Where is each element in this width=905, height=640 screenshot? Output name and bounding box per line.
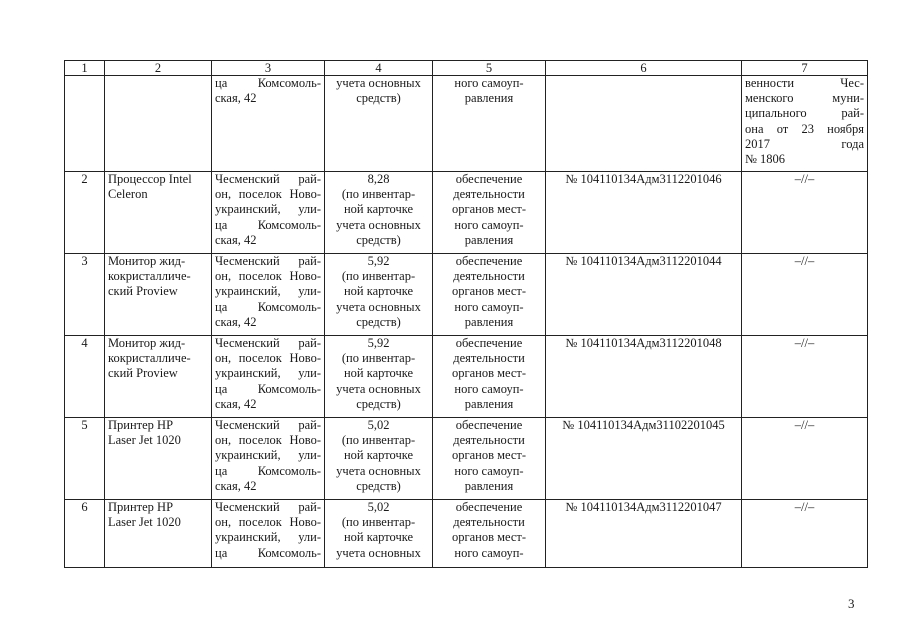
cell-name	[105, 172, 212, 254]
text-line: (по инвентар-	[341, 269, 416, 284]
text-line: 5,92	[367, 254, 390, 268]
text-line: учета основных	[336, 76, 421, 90]
text-line: кокристалличе-	[108, 351, 191, 366]
text-line: ский Proview	[108, 284, 178, 299]
text-line: Laser Jet 1020	[108, 433, 181, 448]
text-line: Чесменский рай-	[215, 254, 321, 268]
cell-address	[212, 254, 325, 336]
cell-address	[212, 76, 325, 172]
table-row	[65, 336, 868, 418]
text-line: украинский, ули-	[215, 448, 321, 463]
cell-basis: –//–	[742, 500, 868, 568]
text-line: Чесменский рай-	[215, 500, 321, 514]
cell-number: 2	[65, 172, 105, 254]
cell-inventory	[546, 76, 742, 172]
cell-value	[325, 172, 433, 254]
cell-number: 4	[65, 336, 105, 418]
text-line: ного самоуп-	[454, 381, 524, 396]
text-line: ца Комсомоль-	[215, 381, 321, 396]
text-line: кокристалличе-	[108, 269, 191, 284]
cell-number: 5	[65, 418, 105, 500]
text-line: Чесменский рай-	[215, 418, 321, 432]
text-line: равления	[464, 478, 514, 493]
text-line: ной карточке	[343, 448, 414, 463]
text-line: обеспечение	[455, 254, 523, 268]
text-line: ной карточке	[343, 530, 414, 545]
text-line: средств)	[356, 478, 401, 493]
text-line: ца Комсомоль-	[215, 299, 321, 314]
page-number: 3	[848, 596, 855, 611]
cell-basis	[742, 76, 868, 172]
property-table	[64, 60, 868, 568]
cell-number	[65, 76, 105, 172]
text-line: органов мест-	[451, 202, 527, 217]
text-line: средств)	[356, 314, 401, 329]
text-line: равления	[464, 314, 514, 329]
text-line: Монитор жид-	[108, 254, 186, 268]
text-line: учета основных	[336, 545, 421, 560]
text-line: он, поселок Ново-	[215, 187, 321, 202]
text-line: Чесменский рай-	[215, 336, 321, 350]
text-line: ская, 42	[215, 91, 257, 106]
text-line: Чесменский рай-	[215, 172, 321, 186]
continuation-row	[65, 76, 868, 172]
cell-value	[325, 76, 433, 172]
text-line: украинский, ули-	[215, 366, 321, 381]
text-line: ца Комсомоль-	[215, 217, 321, 232]
text-line: он, поселок Ново-	[215, 433, 321, 448]
cell-name	[105, 76, 212, 172]
text-line: деятельности	[453, 187, 525, 202]
cell-name	[105, 418, 212, 500]
text-line: ца Комсомоль-	[215, 545, 321, 560]
cell-value	[325, 500, 433, 568]
text-line: Процессор Intel	[108, 172, 192, 186]
cell-inventory: № 104110134Адм3112201048	[546, 336, 742, 418]
text-line: венности Чес-	[745, 76, 864, 90]
column-number: 7	[742, 61, 868, 76]
text-line: ципального рай-	[745, 106, 864, 121]
text-line: Laser Jet 1020	[108, 515, 181, 530]
text-line: Принтер HP	[108, 500, 174, 514]
cell-purpose	[433, 500, 546, 568]
cell-inventory: № 104110134Адм3112201047	[546, 500, 742, 568]
text-line: обеспечение	[455, 500, 523, 514]
text-line: (по инвентар-	[341, 433, 416, 448]
text-line: органов мест-	[451, 366, 527, 381]
text-line: (по инвентар-	[341, 187, 416, 202]
text-line: (по инвентар-	[341, 351, 416, 366]
cell-value	[325, 418, 433, 500]
cell-address	[212, 336, 325, 418]
cell-value	[325, 254, 433, 336]
text-line: обеспечение	[455, 418, 523, 432]
text-line: равления	[464, 396, 514, 411]
text-line: 5,92	[367, 336, 390, 350]
table-row	[65, 254, 868, 336]
text-line: 5,02	[367, 500, 390, 514]
cell-purpose	[433, 172, 546, 254]
text-line: равления	[464, 91, 514, 106]
text-line: средств)	[356, 91, 401, 106]
text-line: учета основных	[336, 299, 421, 314]
text-line: ного самоуп-	[454, 217, 524, 232]
cell-purpose	[433, 336, 546, 418]
text-line: 5,02	[367, 418, 390, 432]
text-line: ская, 42	[215, 314, 257, 329]
cell-name	[105, 500, 212, 568]
text-line: деятельности	[453, 515, 525, 530]
cell-inventory: № 104110134Адм31102201045	[546, 418, 742, 500]
text-line: ская, 42	[215, 478, 257, 493]
text-line: деятельности	[453, 433, 525, 448]
cell-basis: –//–	[742, 254, 868, 336]
table-row	[65, 418, 868, 500]
cell-address	[212, 418, 325, 500]
cell-basis: –//–	[742, 172, 868, 254]
text-line: равления	[464, 232, 514, 247]
text-line: деятельности	[453, 269, 525, 284]
text-line: средств)	[356, 232, 401, 247]
text-line: украинский, ули-	[215, 530, 321, 545]
text-line: ного самоуп-	[454, 545, 524, 560]
text-line: украинский, ули-	[215, 284, 321, 299]
cell-inventory: № 104110134Адм3112201046	[546, 172, 742, 254]
cell-name	[105, 336, 212, 418]
cell-purpose	[433, 418, 546, 500]
text-line: 2017 года	[745, 136, 864, 151]
column-number: 4	[325, 61, 433, 76]
text-line: ская, 42	[215, 396, 257, 411]
cell-basis: –//–	[742, 336, 868, 418]
cell-purpose	[433, 76, 546, 172]
text-line: обеспечение	[455, 336, 523, 350]
text-line: ного самоуп-	[454, 76, 524, 90]
text-line: он, поселок Ново-	[215, 351, 321, 366]
text-line: Монитор жид-	[108, 336, 186, 350]
text-line: украинский, ули-	[215, 202, 321, 217]
text-line: обеспечение	[455, 172, 523, 186]
text-line: учета основных	[336, 463, 421, 478]
text-line: ская, 42	[215, 232, 257, 247]
cell-number: 6	[65, 500, 105, 568]
column-number: 5	[433, 61, 546, 76]
text-line: ного самоуп-	[454, 299, 524, 314]
text-line: органов мест-	[451, 284, 527, 299]
text-line: ной карточке	[343, 284, 414, 299]
cell-address	[212, 500, 325, 568]
text-line: учета основных	[336, 217, 421, 232]
cell-address	[212, 172, 325, 254]
text-line: Celeron	[108, 187, 148, 202]
text-line: ной карточке	[343, 366, 414, 381]
text-line: ца Комсомоль-	[215, 76, 321, 90]
text-line: № 1806	[745, 152, 786, 167]
text-line: средств)	[356, 396, 401, 411]
text-line: она от 23 ноября	[745, 121, 864, 136]
text-line: он, поселок Ново-	[215, 515, 321, 530]
text-line: ного самоуп-	[454, 463, 524, 478]
text-line: (по инвентар-	[341, 515, 416, 530]
column-number: 6	[546, 61, 742, 76]
text-line: учета основных	[336, 381, 421, 396]
text-line: он, поселок Ново-	[215, 269, 321, 284]
text-line: менского муни-	[745, 91, 864, 106]
text-line: деятельности	[453, 351, 525, 366]
cell-name	[105, 254, 212, 336]
text-line: органов мест-	[451, 448, 527, 463]
column-number: 2	[105, 61, 212, 76]
text-line: 8,28	[367, 172, 390, 186]
cell-value	[325, 336, 433, 418]
cell-basis: –//–	[742, 418, 868, 500]
cell-inventory: № 104110134Адм3112201044	[546, 254, 742, 336]
text-line: органов мест-	[451, 530, 527, 545]
column-number: 3	[212, 61, 325, 76]
text-line: ский Proview	[108, 366, 178, 381]
text-line: Принтер HP	[108, 418, 174, 432]
table-row	[65, 172, 868, 254]
column-numbers-row	[65, 61, 868, 76]
column-number: 1	[65, 61, 105, 76]
text-line: ца Комсомоль-	[215, 463, 321, 478]
cell-purpose	[433, 254, 546, 336]
cell-number: 3	[65, 254, 105, 336]
text-line: ной карточке	[343, 202, 414, 217]
table-row	[65, 500, 868, 568]
